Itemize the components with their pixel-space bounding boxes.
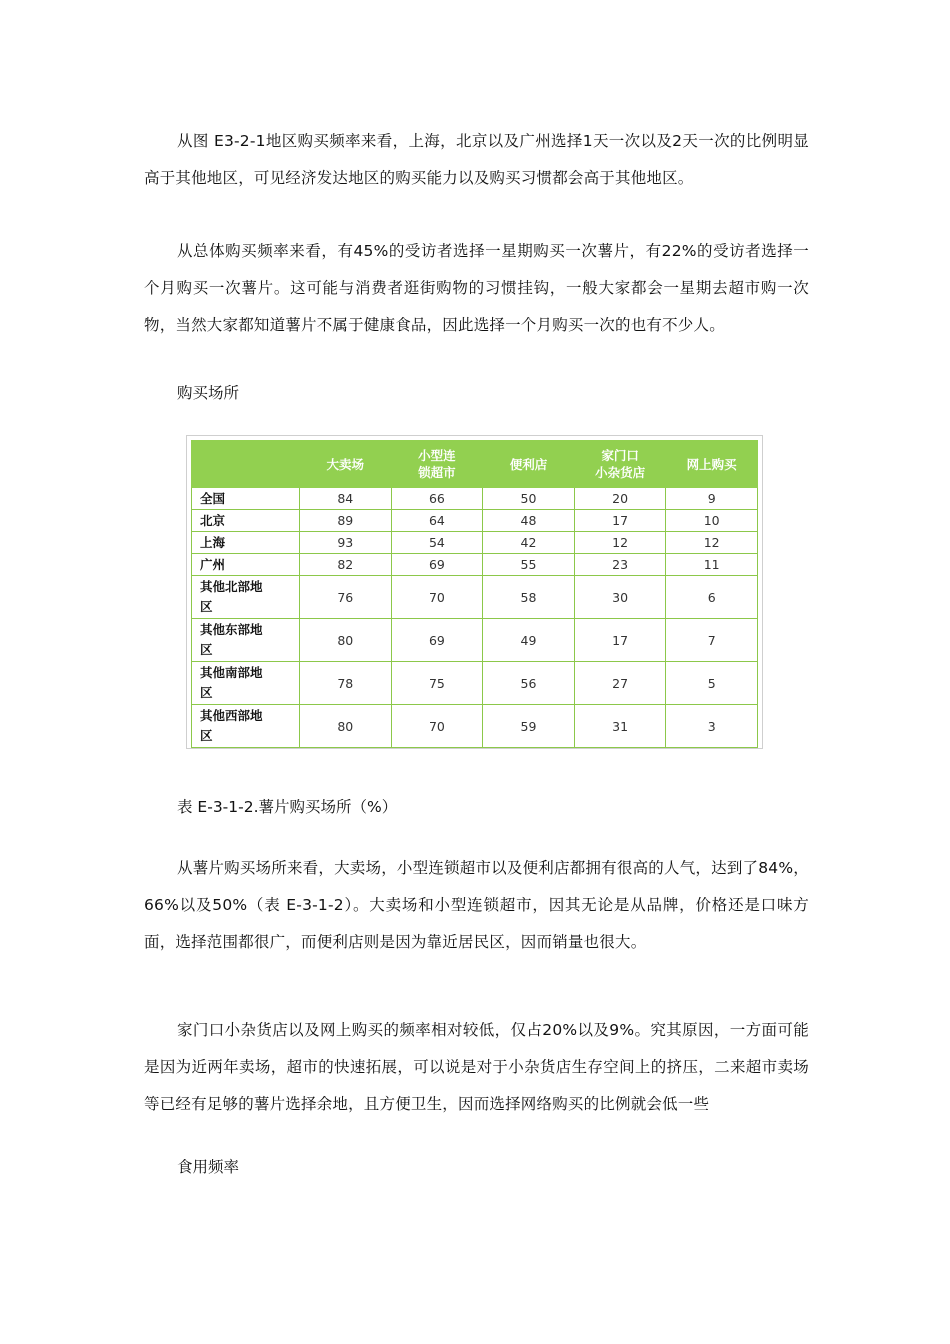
table-cell: 12 <box>666 532 758 554</box>
table-cell: 59 <box>483 705 575 748</box>
table-cell: 78 <box>300 662 392 705</box>
header-online: 网上购买 <box>666 441 758 488</box>
header-hypermarket: 大卖场 <box>300 441 392 488</box>
table-cell: 6 <box>666 576 758 619</box>
table-row <box>192 554 758 576</box>
row-region-label: 其他西部地 区 <box>192 705 300 748</box>
table-cell: 69 <box>391 619 483 662</box>
table-cell: 64 <box>391 510 483 532</box>
table-row <box>192 619 758 662</box>
table-cell: 27 <box>574 662 666 705</box>
table-cell: 69 <box>391 554 483 576</box>
table-row <box>192 576 758 619</box>
heading-eating-frequency: 食用频率 <box>177 1158 240 1176</box>
row-region-label: 其他南部地 区 <box>192 662 300 705</box>
table-cell: 50 <box>483 488 575 510</box>
table-cell: 58 <box>483 576 575 619</box>
table-cell: 89 <box>300 510 392 532</box>
table-cell: 82 <box>300 554 392 576</box>
table-cell: 23 <box>574 554 666 576</box>
table-cell: 66 <box>391 488 483 510</box>
table-cell: 48 <box>483 510 575 532</box>
row-region-label: 北京 <box>192 510 300 532</box>
header-convenience-store: 便利店 <box>483 441 575 488</box>
table-caption: 表 E-3-1-2.薯片购买场所（%） <box>177 798 398 816</box>
table-cell: 10 <box>666 510 758 532</box>
paragraph-grocery-online: 家门口小杂货店以及网上购买的频率相对较低，仅占20%以及9%。究其原因，一方面可能是因为近两年卖场，超市的快速拓展，可以说是对于小杂货店生存空间上的挤压，二来超市卖场等已经有足够的薯片选择余地，且方便卫生，因而选择网络购买的比例就会低一些 <box>144 1021 809 1113</box>
table-cell: 54 <box>391 532 483 554</box>
purchase-place-table-frame <box>186 435 763 749</box>
row-region-label: 全国 <box>192 488 300 510</box>
table-row <box>192 662 758 705</box>
table-cell: 5 <box>666 662 758 705</box>
table-cell: 20 <box>574 488 666 510</box>
heading-purchase-place: 购买场所 <box>177 384 240 402</box>
table-cell: 17 <box>574 619 666 662</box>
table-cell: 12 <box>574 532 666 554</box>
table-cell: 7 <box>666 619 758 662</box>
table-cell: 9 <box>666 488 758 510</box>
table-cell: 3 <box>666 705 758 748</box>
table-row <box>192 705 758 748</box>
table-header-row <box>192 441 758 488</box>
paragraph-regional-frequency: 从图 E3-2-1地区购买频率来看，上海，北京以及广州选择1天一次以及2天一次的比例明显高于其他地区，可见经济发达地区的购买能力以及购买习惯都会高于其他地区。 <box>144 132 809 187</box>
table-cell: 42 <box>483 532 575 554</box>
header-region <box>192 441 300 488</box>
table-cell: 80 <box>300 705 392 748</box>
table-cell: 75 <box>391 662 483 705</box>
paragraph-purchase-place: 从薯片购买场所来看，大卖场，小型连锁超市以及便利店都拥有很高的人气，达到了84%，66%以及50%（表 E-3-1-2）。大卖场和小型连锁超市，因其无论是从品牌，价格还是口味方面，选择范围都很广，而便利店则是因为靠近居民区，因而销量也很大。 <box>144 859 809 951</box>
table-cell: 56 <box>483 662 575 705</box>
row-region-label: 广州 <box>192 554 300 576</box>
header-grocery-store: 家门口 小杂货店 <box>574 441 666 488</box>
table-cell: 70 <box>391 705 483 748</box>
row-region-label: 其他北部地 区 <box>192 576 300 619</box>
header-chain-supermarket: 小型连 锁超市 <box>391 441 483 488</box>
paragraph-overall-frequency: 从总体购买频率来看，有45%的受访者选择一星期购买一次薯片，有22%的受访者选择一个月购买一次薯片。这可能与消费者逛街购物的习惯挂钩，一般大家都会一星期去超市购一次物，当然大家都知道薯片不属于健康食品，因此选择一个月购买一次的也有不少人。 <box>144 242 809 334</box>
table-cell: 76 <box>300 576 392 619</box>
table-cell: 49 <box>483 619 575 662</box>
row-region-label: 其他东部地 区 <box>192 619 300 662</box>
table-cell: 30 <box>574 576 666 619</box>
table-cell: 80 <box>300 619 392 662</box>
table-row <box>192 532 758 554</box>
table-row <box>192 488 758 510</box>
table-row <box>192 510 758 532</box>
table-cell: 84 <box>300 488 392 510</box>
table-cell: 31 <box>574 705 666 748</box>
row-region-label: 上海 <box>192 532 300 554</box>
table-cell: 17 <box>574 510 666 532</box>
table-cell: 70 <box>391 576 483 619</box>
purchase-place-table <box>191 440 758 748</box>
table-cell: 93 <box>300 532 392 554</box>
table-cell: 55 <box>483 554 575 576</box>
table-cell: 11 <box>666 554 758 576</box>
